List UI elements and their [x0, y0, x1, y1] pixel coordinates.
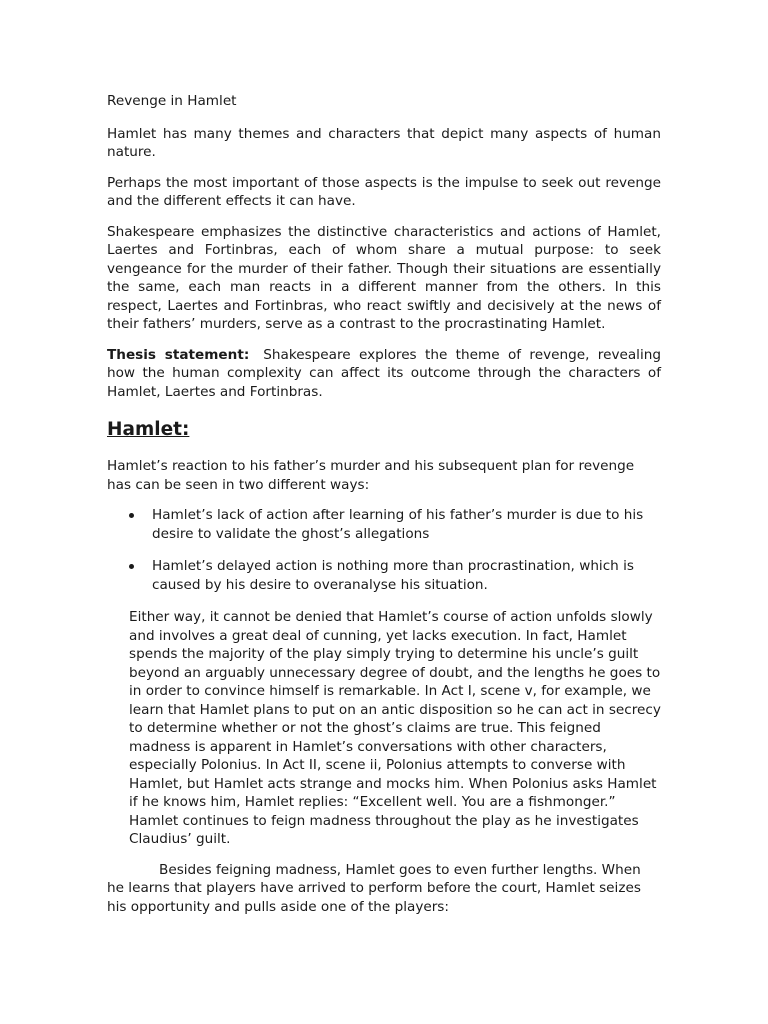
thesis-label: Thesis statement:: [107, 346, 250, 363]
document-title: Revenge in Hamlet: [107, 93, 237, 109]
intro-paragraph-1: Hamlet has many themes and characters that depict many aspects of human nature.: [107, 125, 661, 160]
thesis-paragraph: [107, 346, 661, 402]
intro-paragraph-2: Perhaps the most important of those aspects is the impulse to seek out revenge and the different effects it can have.: [107, 174, 661, 209]
list-item: [107, 557, 661, 594]
bullet-text: Hamlet’s lack of action after learning of his father’s murder is due to his desire to validate the ghost’s allegations: [152, 507, 644, 542]
document-body: [107, 92, 661, 916]
bullet-icon: [129, 564, 134, 569]
list-item: [107, 506, 661, 543]
bullet-text: Hamlet’s delayed action is nothing more than procrastination, which is caused by his desire to overanalyse his situation.: [152, 558, 634, 593]
thesis-text: Shakespeare explores the theme of revenge, revealing how the human complexity can affect its outcome through the characters of Hamlet, Laertes and Fortinbras.: [107, 346, 661, 400]
bullet-list: [107, 506, 661, 594]
bullet-icon: [129, 513, 134, 518]
section-intro: Hamlet’s reaction to his father’s murder and his subsequent plan for revenge has can be seen in two different ways:: [107, 458, 635, 493]
final-paragraph: Besides feigning madness, Hamlet goes to even further lengths. When he learns that players have arrived to perform before the court, Hamlet seizes his opportunity and pulls aside one of the players:: [107, 861, 641, 915]
either-way-paragraph: Either way, it cannot be denied that Hamlet’s course of action unfolds slowly and involves a great deal of cunning, yet lacks execution. In fact, Hamlet spends the majority of the play simply trying to determine his uncle’s guilt beyond an arguably unnecessary degree of doubt, and the lengths he goes to in order to convince himself is remarkable. In Act I, scene v, for example, we learn that Hamlet plans to put on an antic disposition so he can act in secrecy to determine whether or not the ghost’s claims are true. This feigned madness is apparent in Hamlet’s conversations with other characters, especially Polonius. In Act II, scene ii, Polonius attempts to converse with Hamlet, but Hamlet acts strange and mocks him. When Polonius asks Hamlet if he knows him, Hamlet replies: “Excellent well. You are a fishmonger.” Hamlet continues to feign madness throughout the play as he investigates Claudius’ guilt.: [129, 609, 661, 847]
intro-paragraph-3: Shakespeare emphasizes the distinctive characteristics and actions of Hamlet, Laertes and Fortinbras, each of whom share a mutual purpose: to seek vengeance for the murder of their father. Though their situations are essentially the same, each man reacts in a different manner from the others. In this respect, Laertes and Fortinbras, who react swiftly and decisively at the news of their fathers’ murders, serve as a contrast to the procrastinating Hamlet.: [107, 223, 661, 332]
section-heading-hamlet: Hamlet:: [107, 419, 190, 440]
